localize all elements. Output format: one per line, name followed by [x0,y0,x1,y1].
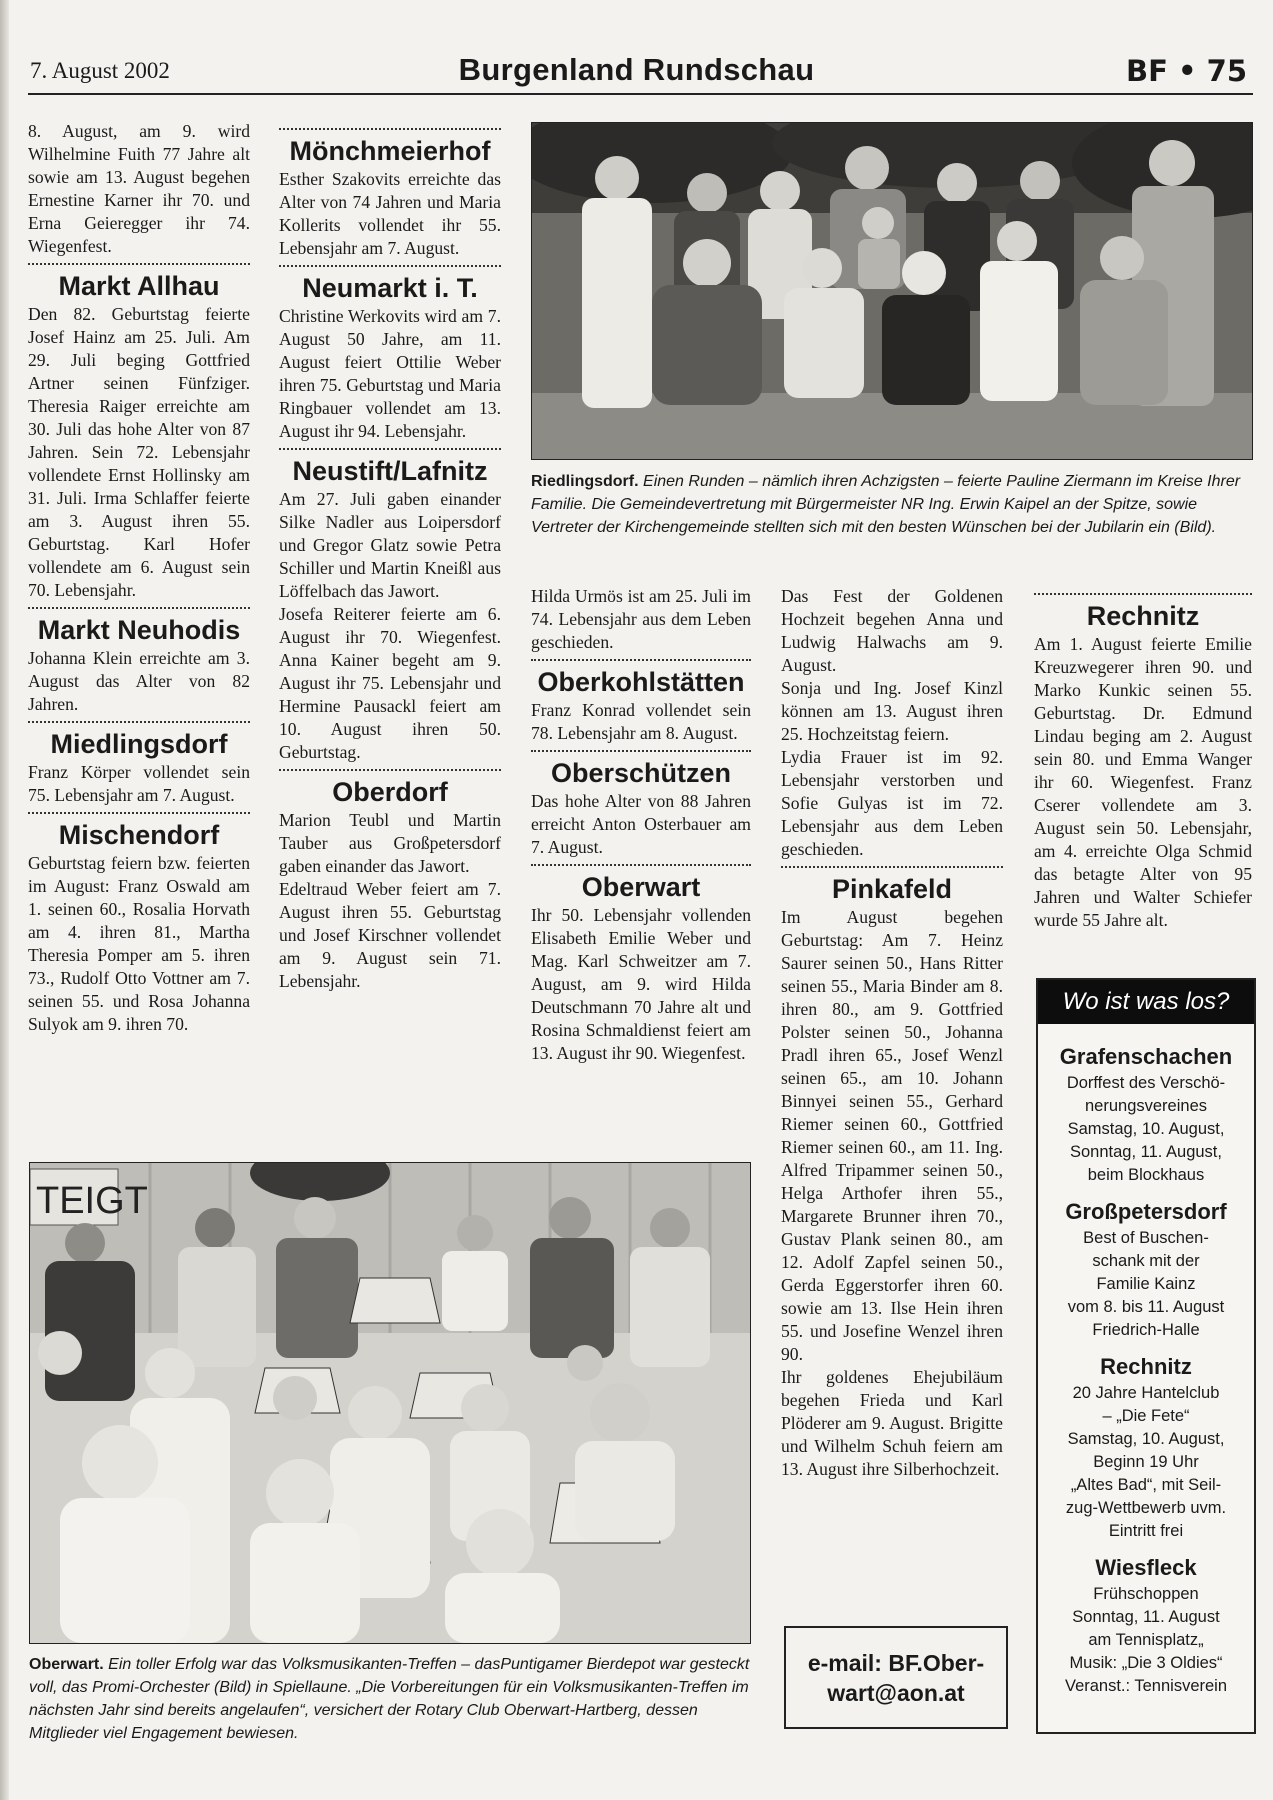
event-line: vom 8. bis 11. August [1067,1298,1225,1316]
event-line: Musik: „Die 3 Oldies“ [1069,1654,1223,1672]
family-photo [531,122,1253,460]
section-divider [279,769,501,771]
events-heading: Wo ist was los? [1038,980,1254,1024]
event-line: Eintritt frei [1108,1522,1184,1540]
section-title: Markt Allhau [58,271,220,301]
caption-text: Ein toller Erfolg war das Volksmusikanten-Treffen – dasPuntigamer Bierdepot war gesteckt voll, das Promi-Orchester (Bild) in Spiellaune. „Die Vorbereitungen für ein Volksmusikanten-Treffen im nächsten Jahr sind bereits angelaufen“, versichert der Rotary Club Oberwart-Hartberg, dessen Mitglieder viel Engagement bewiesen. [29,1656,750,1742]
newspaper-title: Burgenland Rundschau [458,52,815,87]
article-text: Am 27. Juli gaben einander Silke Nadler aus Loipersdorf und Gregor Glatz sowie Petra Schiller und Martin Kneißl aus Löffelbach das Jawort. [279,489,501,601]
event-line: Familie Kainz [1096,1275,1196,1293]
event-line: „Altes Bad“, mit Seil- [1070,1476,1222,1494]
column-2 [279,120,501,993]
event-line: Samstag, 10. August, [1067,1120,1225,1138]
section-title: Oberdorf [332,777,448,807]
column-4 [781,585,1003,1481]
event-line: nerungsvereines [1085,1097,1207,1115]
event-line: zug-Wettbewerb uvm. [1065,1499,1227,1517]
family-photo-caption [531,470,1251,539]
section-title: Mönchmeierhof [289,136,491,166]
event-line: Best of Buschen- [1083,1229,1209,1247]
article-text: 8. August, am 9. wird Wilhelmine Fuith 77 Jahre alt sowie am 13. August begehen Ernestine Karner ihr 70. und Erna Geieregger ihr 74. Wiegenfest. [28,121,250,256]
event-line: am Tennisplatz„ [1088,1631,1204,1649]
section-title: Oberkohlstätten [537,667,745,697]
column-3 [531,585,751,1065]
email-line-2[interactable]: wart@aon.at [827,1679,965,1706]
section-divider [28,263,250,265]
caption-text: Einen Runden – nämlich ihren Achzigsten – feierte Pauline Ziermann im Kreise Ihrer Familie. Die Gemeindevertretung mit Bürgermeister NR Ing. Erwin Kaipel an der Spitze, sowie Vertreter der Kirchengemeinde stellten sich mit den besten Wünschen bei der Jubilarin ein (Bild). [531,473,1241,536]
section-title: Mischendorf [58,820,220,850]
header-rule [28,93,1253,95]
section-title: Neustift/Lafnitz [292,456,488,486]
section-divider [781,866,1003,868]
event-line: beim Blockhaus [1087,1166,1205,1184]
section-title: Pinkafeld [831,874,953,904]
event-place: Großpetersdorf [1065,1199,1227,1224]
page-number: BF • 75 [1126,54,1247,88]
orchestra-photo-caption [29,1653,754,1745]
article-text: Geburtstag feiern bzw. feierten im August: Franz Oswald am 1. seinen 60., Rosalia Horvath am 4. ihren 81., Martha Theresia Pomper am 5. ihren 73., Rudolf Otto Vottner am 7. seinen 55. und Rosa Johanna Sulyok am 9. ihren 70. [28,853,250,1034]
article-text: Ihr goldenes Ehejubiläum begehen Frieda und Karl Plöderer am 9. August. Brigitte und Wilhelm Schuh feiern am 13. August ihre Silberhochzeit. [781,1367,1003,1479]
event-item [1038,1352,1254,1543]
section-divider [531,750,751,752]
article-text: Den 82. Geburtstag feierte Josef Hainz am 25. Juli. Am 29. Juli beging Gottfried Artner seinen Fünfziger. Theresia Raiger erreichte am 30. Juli das hohe Alter von 87 Jahren. Sein 72. Lebensjahr vollendete Ernst Hollinsky am 31. Juli. Irma Schlaffer feierte am 3. August ihren 55. Geburtstag. Karl Hofer vollendete am 6. August sein 70. Lebensjahr. [28,304,250,600]
section-divider [279,448,501,450]
article-text: Ihr 50. Lebensjahr vollenden Elisabeth Emilie Weber und Mag. Karl Schweitzer am 7. August, am 9. wird Hilda Deutschmann 70 Jahre alt und Rosina Schmaldienst feiert am 13. August ihr 90. Wiegenfest. [531,905,751,1063]
column-1 [28,120,250,1036]
event-place: Wiesfleck [1095,1555,1197,1580]
section-title: Miedlingsdorf [50,729,228,759]
article-text: Das Fest der Goldenen Hochzeit begehen Anna und Ludwig Halwachs am 9. August. [781,586,1003,675]
event-line: Beginn 19 Uhr [1093,1453,1199,1471]
article-text: Im August begehen Geburtstag: Am 7. Heinz Saurer seinen 50., Hans Ritter seinen 55., Maria Binder am 8. ihren 80., am 9. Gottfried Polster seinen 50., Johanna Pradl ihren 65., Josef Wenzl seinen 65., am 10. Johann Binnyei seinen 55., Gerhard Riemer seinen 60., Gottfried Riemer seinen 60., am 11. Ing. Alfred Tripammer seinen 50., Helga Arthofer ihren 55., Margarete Brunner ihren 70., Gustav Plank seinen 80., am 12. Adolf Zapfel seinen 50., Gerda Eggerstorfer ihren 60. sowie am 13. Ilse Hein ihren 55. und Josefine Wenzel ihren 90. [781,907,1003,1364]
event-line: Veranst.: Tennisverein [1064,1677,1228,1695]
event-item [1038,1042,1254,1187]
section-divider [279,265,501,267]
section-divider [531,864,751,866]
event-line: Frühschoppen [1093,1585,1199,1603]
article-text: Esther Szakovits erreichte das Alter von 74 Jahren und Maria Kollerits vollendet ihr 55. Lebensjahr am 7. August. [279,169,501,258]
email-line-1: e-mail: BF.Ober- [807,1649,985,1676]
family-photo-image [532,123,1252,459]
event-line: Sonntag, 11. August, [1070,1143,1222,1161]
article-text: Franz Körper vollendet sein 75. Lebensjahr am 7. August. [28,762,250,805]
event-place: Grafenschachen [1059,1044,1233,1069]
orchestra-photo-image [30,1163,750,1643]
section-title: Neumarkt i. T. [302,273,478,303]
article-text: Marion Teubl und Martin Tauber aus Großpetersdorf gaben einander das Jawort. [279,810,501,876]
caption-place: Riedlingsdorf. [531,473,639,490]
event-line: Friedrich-Halle [1092,1321,1200,1339]
section-title: Markt Neuhodis [37,615,241,645]
article-text: Johanna Klein erreichte am 3. August das Alter von 82 Jahren. [28,648,250,714]
event-line: Samstag, 10. August, [1067,1430,1225,1448]
section-title: Oberschützen [550,758,732,788]
events-list [1038,1024,1254,1698]
issue-date: 7. August 2002 [30,58,170,83]
banner-text: TEIGT [36,1180,148,1222]
event-item [1038,1553,1254,1698]
article-text: Das hohe Alter von 88 Jahren erreicht Anton Osterbauer am 7. August. [531,791,751,857]
event-item [1038,1197,1254,1342]
section-title: Rechnitz [1086,601,1200,631]
section-divider [279,128,501,130]
email-box [784,1626,1008,1729]
section-divider [1034,593,1252,595]
event-line: Sonntag, 11. August [1072,1608,1220,1626]
article-text: Am 1. August feierte Emilie Kreuzwegerer ihren 90. und Marko Kunkic seinen 55. Geburtstag. Dr. Edmund Lindau beging am 2. August sein 80. und Emma Wanger ihr 60. Wiegenfest. Franz Cserer vollendete am 3. August sein 50. Lebensjahr, am 4. erreichte Olga Schmid das betagte Alter von 95 Jahren und Walter Schiefer wurde 55 Jahre alt. [1034,634,1252,930]
event-line: 20 Jahre Hantelclub [1072,1384,1220,1402]
events-box [1036,978,1256,1734]
article-text: Franz Konrad vollendet sein 78. Lebensjahr am 8. August. [531,700,751,743]
section-divider [28,812,250,814]
article-text: Lydia Frauer ist im 92. Lebensjahr verstorben und Sofie Gulyas ist im 72. Lebensjahr aus dem Leben geschieden. [781,747,1003,859]
orchestra-photo [29,1162,751,1644]
article-text: Edeltraud Weber feiert am 7. August ihren 55. Geburtstag und Josef Kirschner vollendet am 9. August sein 71. Lebensjahr. [279,879,501,991]
section-divider [28,607,250,609]
article-text: Josefa Reiterer feierte am 6. August ihr 70. Wiegenfest. Anna Kainer begeht am 9. August ihr 75. Lebensjahr und Hermine Pausackl feiert am 10. August ihren 50. Geburtstag. [279,604,501,762]
section-divider [28,721,250,723]
section-title: Oberwart [581,872,701,902]
event-line: – „Die Fete“ [1102,1407,1190,1425]
section-divider [531,659,751,661]
column-5 [1034,585,1252,932]
article-text: Christine Werkovits wird am 7. August 50 Jahre, am 11. August feiert Ottilie Weber ihren 75. Geburtstag und Maria Ringbauer vollendet am 13. August ihr 94. Lebensjahr. [279,306,501,441]
event-place: Rechnitz [1100,1354,1192,1379]
caption-place: Oberwart. [29,1656,104,1673]
event-line: schank mit der [1092,1252,1200,1270]
article-text: Hilda Urmös ist am 25. Juli im 74. Lebensjahr aus dem Leben geschieden. [531,586,751,652]
article-text: Sonja und Ing. Josef Kinzl können am 13. August ihren 25. Hochzeitstag feiern. [781,678,1003,744]
page-left-edge [0,0,9,1800]
event-line: Dorffest des Verschö- [1066,1074,1226,1092]
